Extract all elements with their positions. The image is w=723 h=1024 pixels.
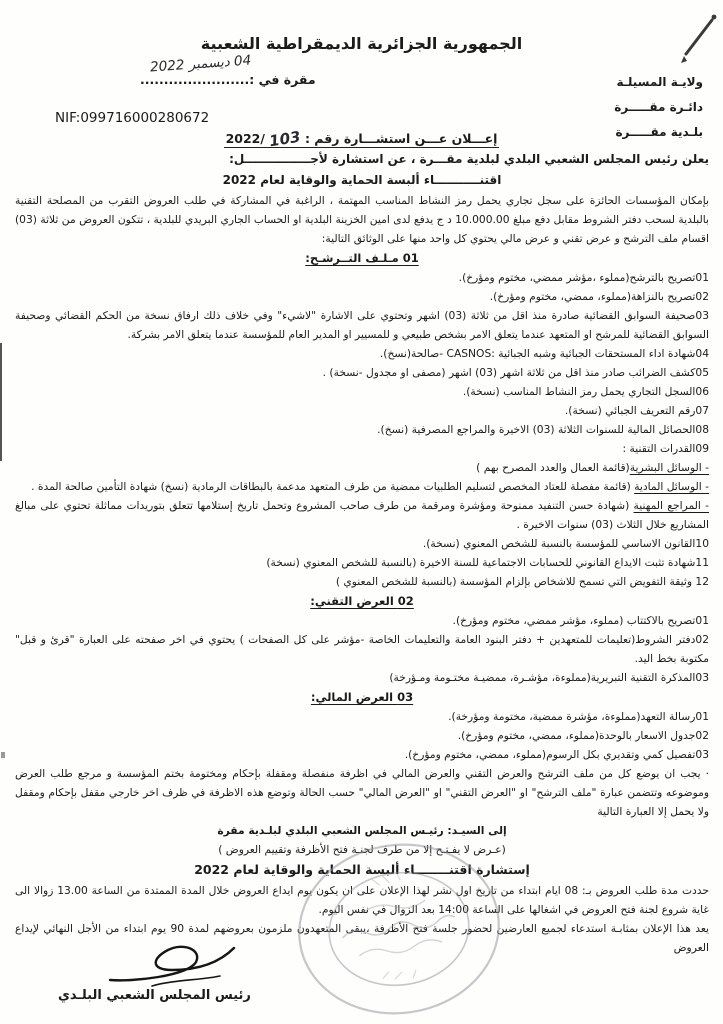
- section-title-candidacy: [15, 248, 709, 268]
- announcement-year: 2022/: [225, 131, 265, 146]
- republic-title: الجمهورية الجزائرية الديمقراطية الشعبية: [200, 34, 523, 53]
- requirement-item: 01تصريح بالاكتتاب (مملوء، مؤشر ممضي، مختوم ومؤرخ).: [452, 614, 709, 627]
- handwritten-announcement-number: 103: [268, 127, 302, 151]
- requirement-item: 02جدول الاسعار بالوحدة(مملوء، ممضي، مختوم ومؤرخ).: [457, 729, 709, 742]
- capacity-item-label: - الوسائل البشرية: [629, 461, 709, 474]
- capacity-item-label: - الوسائل المادية: [634, 480, 709, 493]
- capacity-item: [15, 458, 709, 477]
- capacity-item: [15, 496, 709, 534]
- wilaya-line: ولايـة المسيلـة: [616, 75, 703, 89]
- capacity-item-label: - المراجع المهنية: [633, 499, 709, 512]
- section-title-financial-text: 03 العرض المالي:: [310, 690, 414, 704]
- deadline-paragraph: حددت مدة طلب العروض بـ: 08 ايام ابتداء من تاريخ اول نشر لهذا الإعلان على ان يكون يوم ايداع العروض خلال المدة الممتدة من الساعة 13.00 زوالا الى غاية شروع لجنة فتح العروض في اشغالها على الساعة 14:00 بعد الزوال في نفس اليوم.: [15, 884, 709, 916]
- nif-number: NIF:099716000280672: [55, 110, 210, 126]
- capacity-item-text: (شهادة حسن التنفيد ممنوحة ومؤشرة ومرقمة من طرف صاحب المشروع وتحمل تاريخ إستلامها تتعلق بتوريدات مماثلة تحتوي على مبالغ المشاريع خلال الثلاث (03) سنوات الاخيرة .: [15, 499, 709, 531]
- requirement-item: 08الحصائل المالية للسنوات الثلاثة (03) الاخيرة والمراجع المصرفية (نسخ).: [377, 423, 709, 436]
- capacity-item-text: (قائمة مفصلة للعتاد المخصص لتسليم الطلبيات ممضية من طرف المتعهد مدعمة بالبطاقات الرمادية (نسخ) شهادة التأمين صالحة المدة .: [31, 480, 635, 493]
- announcement-line: يعلن رئيس المجلس الشعبي البلدي لبلدية مقـــرة ، عن استشارة لأجــــــــــــــــل:: [229, 152, 709, 166]
- requirement-item: 05كشف الضرائب صادر منذ اقل من ثلاثة اشهر (03) اشهر (مصفى او مجدول -نسخة) .: [322, 366, 709, 379]
- envelope-address-line: إلى السيـد: رئيـس المجلس الشعبي البلدي لبلـدية مقرة: [217, 824, 507, 837]
- attendance-paragraph: يعد هذا الإعلان بمثابـة استدعاء لجميع العارضين لحضور جلسة فتح الأظرفة ،يبقى المتعهدون ملزمون بعروضهم لمدة 90 يوم ابتداء من الأجل النهائي لإيداع العروض: [15, 922, 709, 954]
- capacity-item-text: (قائمة العمال والعدد المصرح بهم ): [476, 461, 630, 474]
- document-body: [15, 149, 709, 957]
- announcement-subject: اقتنـــــــــــاء ألبسة الحماية والوقاية لعام 2022: [222, 173, 502, 187]
- section-title-candidacy-text: 01 مـلـف التــرشـح:: [305, 251, 419, 265]
- requirement-item: 03صحيفة السوابق القضائية صادرة منذ اقل من ثلاثة (03) اشهر وتحتوي على الاشارة "لاشيء" وفي خلاف ذلك ارفاق نسخة من الحكم القضائي وصحيفة السوابق القضائية للمرشح او المتعهد عندما يتعلق الامر بشخص طبيعي و للمسيير او المدير العام للمؤسسة عندما يتعلق الامر بشركة.: [15, 309, 709, 341]
- signature-title: رئيس المجلس الشعبي البلـدي: [58, 988, 251, 1003]
- place-date-line: مقرة في :.......................: [140, 72, 316, 87]
- intro-paragraph: بإمكان المؤسسات الحائزة على سجل تجاري يحمل رمز النشاط المناسب المهتمة ، الراغبة في المشاركة في طلب العروض التقرب من المصلحة التقنية بالبلدية لسحب دفتر الشروط مقابل دفع مبلغ 10.000.00 د ج يدفع لدى امين الخزينة البلدية او الحساب الجاري البريدي للبلدية ، تتكون العروض من ثلاثة (03) اقسام ملف الترشح و عرض تقني و عرض مالي يحتوي كل واحد منها على الوثائق التالية:: [15, 194, 709, 245]
- requirement-item: 10القانون الاساسي للمؤسسة بالنسبة للشخص المعنوي (نسخة).: [422, 537, 709, 550]
- requirement-item: 03تفصيل كمي وتقديري بكل الرسوم(مملوء، ممضي، مختوم ومؤرخ).: [404, 748, 709, 761]
- capacity-item: [15, 477, 709, 496]
- requirement-item: 06السجل التجاري يحمل رمز النشاط المناسب (نسخة).: [462, 385, 709, 398]
- handwritten-date: 04 ديسمبر 2022: [149, 52, 252, 76]
- requirement-item: 02تصريح بالنزاهة(مملوء، ممضي، مختوم ومؤرخ).: [489, 290, 709, 303]
- requirement-item: 07رقم التعريف الجبائي (نسخة).: [564, 404, 709, 417]
- handwritten-signature-icon: [92, 936, 242, 994]
- requirement-item: 04شهادة اداء المستحقات الجبائية وشبه الجبائية :CASNOS -صالحة(نسخ).: [379, 347, 709, 360]
- announcement-heading-text: إعـــلان عـــن استشـــارة رقم :: [304, 131, 498, 146]
- section-title-technical-offer: [15, 591, 709, 611]
- section-title-technical-text: 02 العرض التقني:: [310, 594, 414, 608]
- requirement-item: 11شهادة تثبت الايداع القانوني للحسابات الاجتماعية للسنة الاخيرة (بالنسبة للشخص المعنوي (نسخة): [266, 556, 709, 569]
- round-official-stamp-icon: [290, 838, 508, 1020]
- requirement-item: 12 وثيقة التفويض التي تسمح للاشخاص بإلزام المؤسسة (بالنسبة للشخص المعنوي ): [335, 575, 709, 588]
- requirement-item: 03المذكرة التقنية التبريرية(مملوءة، مؤشـرة، ممضيـة مختـومة ومـؤرخة): [389, 671, 709, 684]
- scan-artifact-dot: [1, 752, 5, 758]
- requirement-item: 09القدرات التقنية :: [622, 442, 709, 455]
- requirement-item: 01رسالة التعهد(مملوءة، مؤشرة ممضية، مختومة ومؤرخة).: [448, 710, 709, 723]
- announcement-heading: [0, 127, 723, 151]
- commune-line: بلـدية مقـــــرة: [615, 125, 703, 139]
- envelope-open-note-line: (عـرض لا يفـتـح إلا من طرف لجنـة فتح الأظرفة وتقييم العروض ): [218, 843, 506, 856]
- requirement-item: 01تصريح بالترشح(مملوء ،مؤشر ممضي، مختوم ومؤرخ).: [458, 271, 709, 284]
- scan-artifact-line: [0, 343, 2, 461]
- section-title-financial-offer: [15, 687, 709, 707]
- consultation-title: إستشارة اقتنــــــــاء ألبسة الحماية والوقاية لعام 2022: [194, 862, 530, 877]
- daira-line: دائـرة مقـــــرة: [614, 100, 703, 114]
- requirement-item: 02دفتر الشروط(تعليمات للمتعهدين + دفتر البنود العامة والتعليمات الخاصة -مؤشر على كل الصفحات ) يحتوي في اخر صفحته على العبارة "قرئ و قبل" مكتوبة بخط اليد.: [15, 633, 709, 665]
- envelope-instructions: · يجب ان يوضع كل من ملف الترشح والعرض التقني والعرض المالي في اظرفة منفصلة ومقفلة بإحكام ومختومة بختم المؤسسة و مرجع طلب العرض وموضوعه وتتضمن عبارة "ملف الترشح" او "العرض التقني" او "العرض المالي" حسب الحالة وتوضع هذه الاظرفة في ظرف اخر خارجي مقفل بإحكام ومقفل ولا يحمل إلا العبارة التالية: [15, 767, 709, 818]
